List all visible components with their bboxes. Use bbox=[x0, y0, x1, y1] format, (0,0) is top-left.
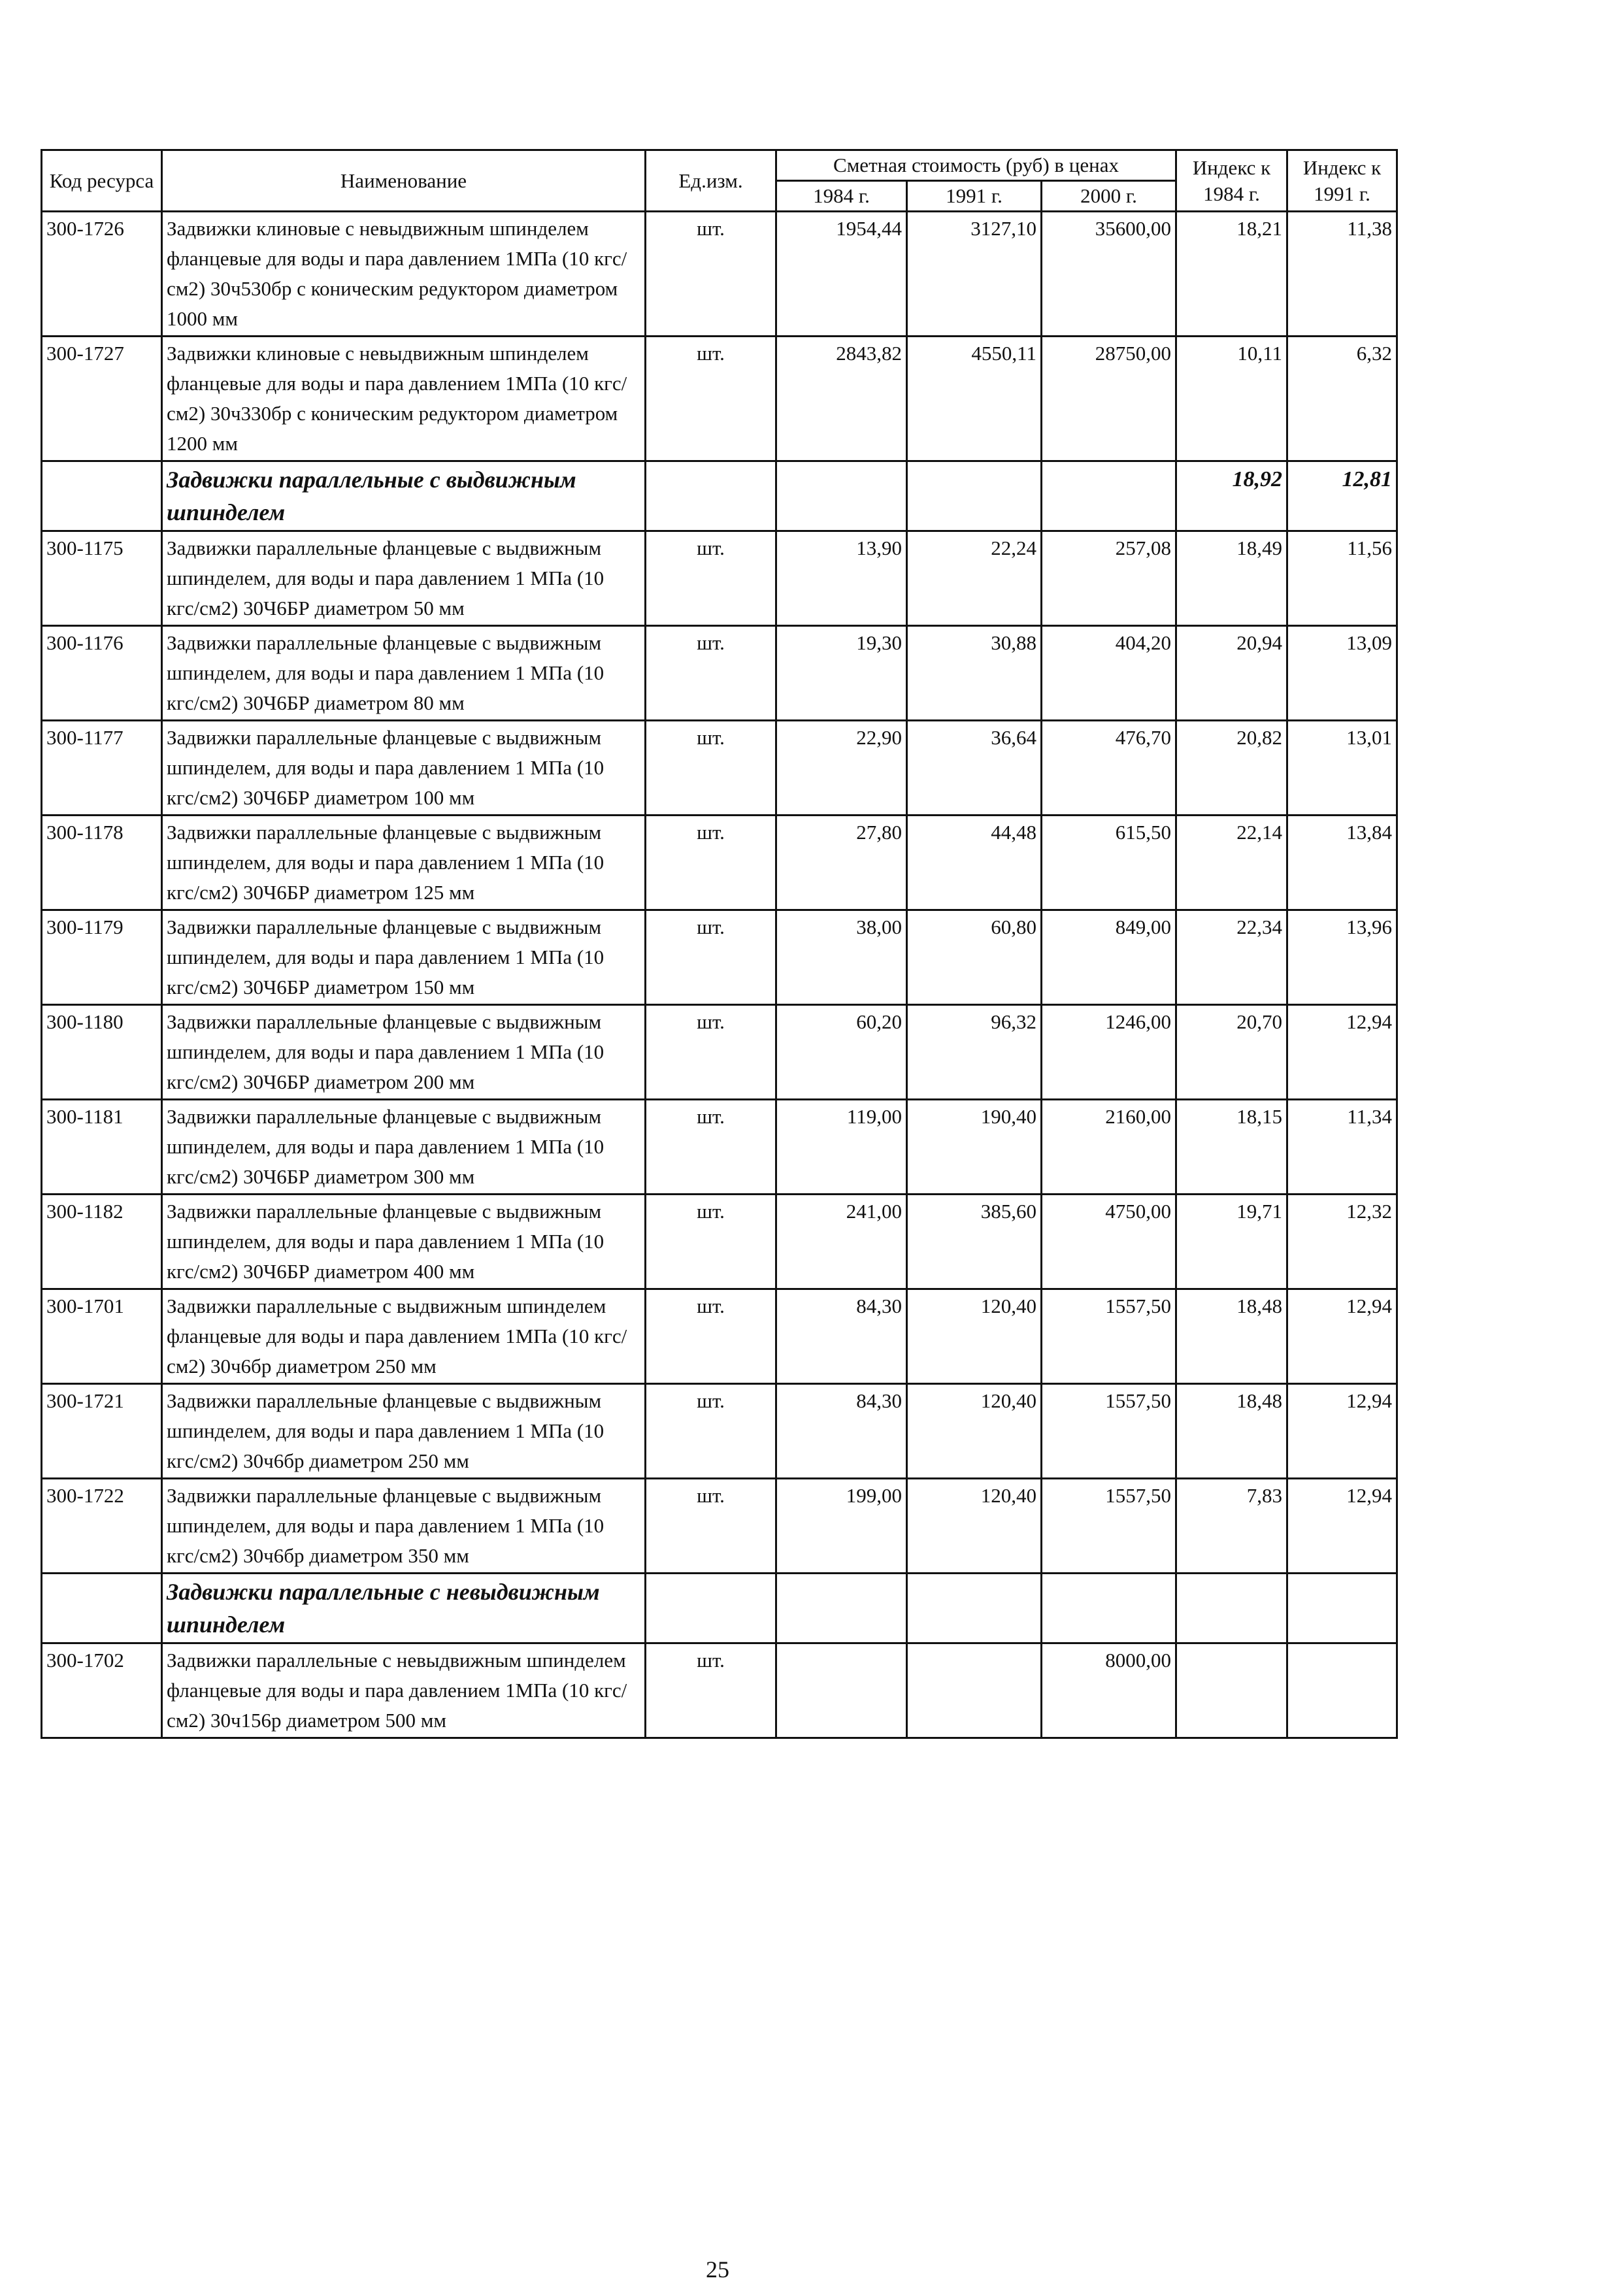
cell-name: Задвижки параллельные с выдвижным шпинделем фланцевые для воды и пара давлением 1МПа (10 кгс/см2) 30ч6бр диаметром 250 мм bbox=[162, 1289, 646, 1384]
cell-price-1984: 84,30 bbox=[776, 1289, 907, 1384]
cell-price-2000: 1557,50 bbox=[1042, 1384, 1176, 1479]
cell-index-1984: 10,11 bbox=[1176, 337, 1287, 461]
section-row bbox=[42, 461, 1397, 531]
cell-code: 300-1175 bbox=[42, 531, 162, 626]
cell-code: 300-1177 bbox=[42, 721, 162, 816]
cell-code: 300-1178 bbox=[42, 816, 162, 910]
cell-price-1991: 96,32 bbox=[907, 1005, 1042, 1100]
cell-price-2000: 849,00 bbox=[1042, 910, 1176, 1005]
cell-index-1984: 22,34 bbox=[1176, 910, 1287, 1005]
cell-name: Задвижки параллельные фланцевые с выдвижным шпинделем, для воды и пара давлением 1 МПа (10 кгс/см2) 30Ч6БР диаметром 80 мм bbox=[162, 626, 646, 721]
cell-code: 300-1180 bbox=[42, 1005, 162, 1100]
cell-price-1984 bbox=[776, 461, 907, 531]
cell-price-1991: 4550,11 bbox=[907, 337, 1042, 461]
cell-code: 300-1702 bbox=[42, 1643, 162, 1738]
table-row bbox=[42, 1100, 1397, 1195]
header-index-1984: Индекс к 1984 г. bbox=[1176, 150, 1287, 212]
table-row bbox=[42, 1195, 1397, 1289]
cell-index-1984: 22,14 bbox=[1176, 816, 1287, 910]
table-row bbox=[42, 1479, 1397, 1574]
cell-index-1984: 18,49 bbox=[1176, 531, 1287, 626]
section-row bbox=[42, 1574, 1397, 1643]
cell-index-1991: 11,56 bbox=[1287, 531, 1397, 626]
cell-price-1991: 44,48 bbox=[907, 816, 1042, 910]
cell-price-2000 bbox=[1042, 1574, 1176, 1643]
cell-index-1984 bbox=[1176, 1574, 1287, 1643]
cell-name: Задвижки параллельные фланцевые с выдвижным шпинделем, для воды и пара давлением 1 МПа (10 кгс/см2) 30Ч6БР диаметром 300 мм bbox=[162, 1100, 646, 1195]
cell-name: Задвижки параллельные фланцевые с выдвижным шпинделем, для воды и пара давлением 1 МПа (10 кгс/см2) 30Ч6БР диаметром 150 мм bbox=[162, 910, 646, 1005]
cell-name: Задвижки параллельные фланцевые с выдвижным шпинделем, для воды и пара давлением 1 МПа (10 кгс/см2) 30ч6бр диаметром 350 мм bbox=[162, 1479, 646, 1574]
cell-index-1984: 18,15 bbox=[1176, 1100, 1287, 1195]
cell-price-1991: 120,40 bbox=[907, 1479, 1042, 1574]
cell-index-1991: 13,09 bbox=[1287, 626, 1397, 721]
cell-index-1991: 11,34 bbox=[1287, 1100, 1397, 1195]
cell-index-1984: 18,92 bbox=[1176, 461, 1287, 531]
cell-price-1991: 36,64 bbox=[907, 721, 1042, 816]
table-row bbox=[42, 1384, 1397, 1479]
cell-name: Задвижки параллельные фланцевые с выдвижным шпинделем, для воды и пара давлением 1 МПа (10 кгс/см2) 30Ч6БР диаметром 50 мм bbox=[162, 531, 646, 626]
cell-price-1984 bbox=[776, 1643, 907, 1738]
cell-price-2000: 476,70 bbox=[1042, 721, 1176, 816]
cell-name: Задвижки параллельные с невыдвижным шпинделем фланцевые для воды и пара давлением 1МПа (10 кгс/см2) 30ч156р диаметром 500 мм bbox=[162, 1643, 646, 1738]
cell-index-1991 bbox=[1287, 1643, 1397, 1738]
cell-code: 300-1727 bbox=[42, 337, 162, 461]
cell-code: 300-1726 bbox=[42, 212, 162, 337]
header-row bbox=[42, 150, 1397, 181]
cell-code: 300-1722 bbox=[42, 1479, 162, 1574]
cell-unit: шт. bbox=[646, 1289, 776, 1384]
table-row bbox=[42, 531, 1397, 626]
table-row bbox=[42, 212, 1397, 337]
cell-index-1984: 18,21 bbox=[1176, 212, 1287, 337]
cell-code: 300-1179 bbox=[42, 910, 162, 1005]
cell-price-1984: 27,80 bbox=[776, 816, 907, 910]
cell-index-1991: 6,32 bbox=[1287, 337, 1397, 461]
cell-price-1984: 38,00 bbox=[776, 910, 907, 1005]
table-row bbox=[42, 721, 1397, 816]
cell-index-1991: 13,84 bbox=[1287, 816, 1397, 910]
cell-unit: шт. bbox=[646, 910, 776, 1005]
cell-price-1991: 30,88 bbox=[907, 626, 1042, 721]
cell-price-1984: 2843,82 bbox=[776, 337, 907, 461]
cell-index-1991: 12,32 bbox=[1287, 1195, 1397, 1289]
table-row bbox=[42, 1289, 1397, 1384]
cell-price-1984: 241,00 bbox=[776, 1195, 907, 1289]
cell-index-1984: 19,71 bbox=[1176, 1195, 1287, 1289]
cell-unit: шт. bbox=[646, 337, 776, 461]
table-row bbox=[42, 337, 1397, 461]
cell-unit bbox=[646, 461, 776, 531]
cell-unit: шт. bbox=[646, 1100, 776, 1195]
cell-index-1991: 12,94 bbox=[1287, 1479, 1397, 1574]
header-1984: 1984 г. bbox=[776, 181, 907, 212]
cell-price-1991: 120,40 bbox=[907, 1289, 1042, 1384]
cell-price-1991 bbox=[907, 461, 1042, 531]
cell-price-1984: 13,90 bbox=[776, 531, 907, 626]
cell-unit: шт. bbox=[646, 1384, 776, 1479]
cell-code: 300-1182 bbox=[42, 1195, 162, 1289]
header-2000: 2000 г. bbox=[1042, 181, 1176, 212]
header-1991: 1991 г. bbox=[907, 181, 1042, 212]
table-row bbox=[42, 816, 1397, 910]
cell-code: 300-1721 bbox=[42, 1384, 162, 1479]
cell-name: Задвижки клиновые с невыдвижным шпинделем фланцевые для воды и пара давлением 1МПа (10 кгс/см2) 30ч530бр с коническим редуктором диаметром 1000 мм bbox=[162, 212, 646, 337]
cell-index-1984: 20,70 bbox=[1176, 1005, 1287, 1100]
header-index-1991: Индекс к 1991 г. bbox=[1287, 150, 1397, 212]
cell-name: Задвижки параллельные с выдвижным шпинделем bbox=[162, 461, 646, 531]
cell-code bbox=[42, 1574, 162, 1643]
table-row bbox=[42, 626, 1397, 721]
cell-price-2000: 404,20 bbox=[1042, 626, 1176, 721]
cell-price-2000 bbox=[1042, 461, 1176, 531]
cell-price-1991: 385,60 bbox=[907, 1195, 1042, 1289]
cell-price-1984: 22,90 bbox=[776, 721, 907, 816]
cell-unit: шт. bbox=[646, 531, 776, 626]
page-number: 25 bbox=[706, 2256, 729, 2283]
header-cost-group: Сметная стоимость (руб) в ценах bbox=[776, 150, 1176, 181]
cell-price-1984: 60,20 bbox=[776, 1005, 907, 1100]
cell-unit bbox=[646, 1574, 776, 1643]
cell-code: 300-1176 bbox=[42, 626, 162, 721]
cell-unit: шт. bbox=[646, 1479, 776, 1574]
cell-price-1991: 22,24 bbox=[907, 531, 1042, 626]
cell-price-1984: 84,30 bbox=[776, 1384, 907, 1479]
cell-name: Задвижки параллельные фланцевые с выдвижным шпинделем, для воды и пара давлением 1 МПа (10 кгс/см2) 30Ч6БР диаметром 100 мм bbox=[162, 721, 646, 816]
cell-unit: шт. bbox=[646, 212, 776, 337]
cell-index-1984: 20,94 bbox=[1176, 626, 1287, 721]
cell-price-1991 bbox=[907, 1574, 1042, 1643]
cell-unit: шт. bbox=[646, 721, 776, 816]
cell-code: 300-1701 bbox=[42, 1289, 162, 1384]
cell-price-1991: 60,80 bbox=[907, 910, 1042, 1005]
header-unit: Ед.изм. bbox=[646, 150, 776, 212]
cell-index-1984: 18,48 bbox=[1176, 1384, 1287, 1479]
header-name: Наименование bbox=[162, 150, 646, 212]
cell-price-2000: 28750,00 bbox=[1042, 337, 1176, 461]
cell-index-1991: 12,94 bbox=[1287, 1384, 1397, 1479]
cell-name: Задвижки клиновые с невыдвижным шпинделем фланцевые для воды и пара давлением 1МПа (10 кгс/см2) 30ч330бр с коническим редуктором диаметром 1200 мм bbox=[162, 337, 646, 461]
cell-price-2000: 35600,00 bbox=[1042, 212, 1176, 337]
cell-price-2000: 2160,00 bbox=[1042, 1100, 1176, 1195]
cell-price-2000: 1557,50 bbox=[1042, 1479, 1176, 1574]
cell-index-1984: 18,48 bbox=[1176, 1289, 1287, 1384]
cell-unit: шт. bbox=[646, 626, 776, 721]
cell-name: Задвижки параллельные фланцевые с выдвижным шпинделем, для воды и пара давлением 1 МПа (10 кгс/см2) 30Ч6БР диаметром 125 мм bbox=[162, 816, 646, 910]
cell-name: Задвижки параллельные фланцевые с выдвижным шпинделем, для воды и пара давлением 1 МПа (10 кгс/см2) 30ч6бр диаметром 250 мм bbox=[162, 1384, 646, 1479]
cell-price-2000: 615,50 bbox=[1042, 816, 1176, 910]
cell-index-1991 bbox=[1287, 1574, 1397, 1643]
cell-index-1991: 12,94 bbox=[1287, 1289, 1397, 1384]
cell-price-1984 bbox=[776, 1574, 907, 1643]
cell-index-1991: 12,94 bbox=[1287, 1005, 1397, 1100]
cell-price-1984: 1954,44 bbox=[776, 212, 907, 337]
cell-unit: шт. bbox=[646, 1643, 776, 1738]
table-row bbox=[42, 1005, 1397, 1100]
cell-index-1991: 12,81 bbox=[1287, 461, 1397, 531]
cell-index-1991: 11,38 bbox=[1287, 212, 1397, 337]
cell-name: Задвижки параллельные фланцевые с выдвижным шпинделем, для воды и пара давлением 1 МПа (10 кгс/см2) 30Ч6БР диаметром 200 мм bbox=[162, 1005, 646, 1100]
table-body bbox=[42, 212, 1397, 1738]
cell-code: 300-1181 bbox=[42, 1100, 162, 1195]
price-table bbox=[41, 149, 1398, 1739]
cell-index-1984: 20,82 bbox=[1176, 721, 1287, 816]
cell-unit: шт. bbox=[646, 1195, 776, 1289]
cell-price-2000: 257,08 bbox=[1042, 531, 1176, 626]
cell-index-1984 bbox=[1176, 1643, 1287, 1738]
cell-price-2000: 1557,50 bbox=[1042, 1289, 1176, 1384]
cell-name: Задвижки параллельные фланцевые с выдвижным шпинделем, для воды и пара давлением 1 МПа (10 кгс/см2) 30Ч6БР диаметром 400 мм bbox=[162, 1195, 646, 1289]
cell-code bbox=[42, 461, 162, 531]
cell-index-1991: 13,01 bbox=[1287, 721, 1397, 816]
header-code: Код ресурса bbox=[42, 150, 162, 212]
table-row bbox=[42, 910, 1397, 1005]
cell-price-2000: 4750,00 bbox=[1042, 1195, 1176, 1289]
cell-price-2000: 1246,00 bbox=[1042, 1005, 1176, 1100]
cell-index-1984: 7,83 bbox=[1176, 1479, 1287, 1574]
cell-price-1991: 190,40 bbox=[907, 1100, 1042, 1195]
cell-index-1991: 13,96 bbox=[1287, 910, 1397, 1005]
table-row bbox=[42, 1643, 1397, 1738]
cell-price-1984: 19,30 bbox=[776, 626, 907, 721]
cell-unit: шт. bbox=[646, 816, 776, 910]
cell-price-1984: 119,00 bbox=[776, 1100, 907, 1195]
cell-price-1991 bbox=[907, 1643, 1042, 1738]
cell-price-1991: 120,40 bbox=[907, 1384, 1042, 1479]
cell-unit: шт. bbox=[646, 1005, 776, 1100]
cell-price-1991: 3127,10 bbox=[907, 212, 1042, 337]
cell-price-2000: 8000,00 bbox=[1042, 1643, 1176, 1738]
cell-name: Задвижки параллельные с невыдвижным шпинделем bbox=[162, 1574, 646, 1643]
cell-price-1984: 199,00 bbox=[776, 1479, 907, 1574]
